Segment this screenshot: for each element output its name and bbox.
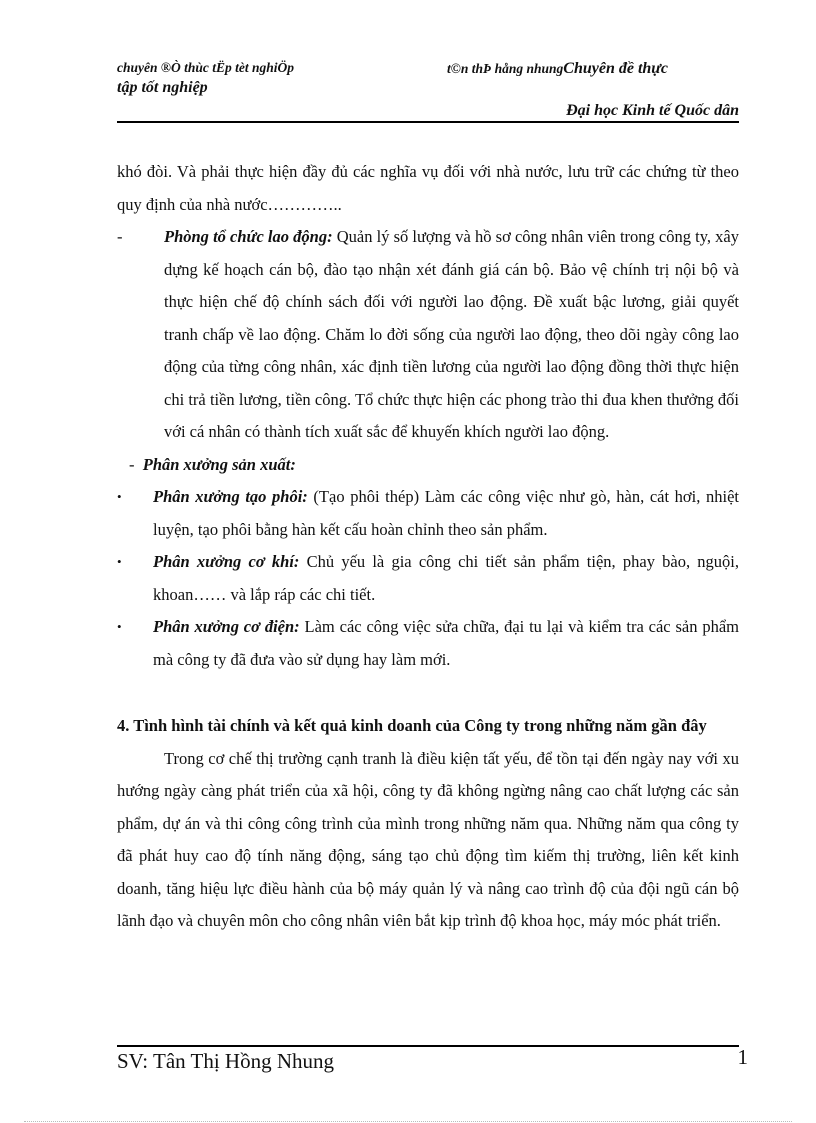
bullet-icon: • bbox=[117, 489, 122, 504]
bullet-text: (Tạo phôi thép) Làm các công việc như gò, hàn, cát hơi, nhiệt luyện, tạo phôi bằng hàn kết cấu hoàn chỉnh theo sản phẩm. bbox=[153, 487, 739, 539]
section-heading: 4. Tình hình tài chính và kết quả kinh doanh của Công ty trong những năm gần đây bbox=[117, 716, 707, 735]
footer-rule bbox=[117, 1045, 739, 1047]
page-bottom-edge bbox=[24, 1121, 792, 1122]
header-title-continued: tập tốt nghiệp bbox=[117, 79, 208, 96]
header-title-legacy: chuyên ®Ò thùc tËp tèt nghiÖp bbox=[117, 60, 294, 75]
bullet-item-mechanical-workshop bbox=[117, 546, 739, 611]
bullet-label: Phân xưởng tạo phôi: bbox=[153, 487, 308, 506]
section-personnel-text: Quản lý số lượng và hồ sơ công nhân viên trong công ty, xây dựng kế hoạch cán bộ, đào tạo nhận xét đánh giá cán bộ. Bảo vệ chính trị nội bộ và thực hiện chế độ chính sách đối với người lao động. Đề xuất bậc lương, giải quyết tranh chấp về lao động. Chăm lo đời sống của người lao động, theo dõi ngày công lao động của từng công nhân, xác định tiền lương của người lao động đồng thời thực hiện chi trả tiền lương, tiền công. Tổ chức thực hiện các phong trào thi đua khen thưởng đối với cá nhân có thành tích xuất sắc để khuyến khích người lao động. bbox=[164, 227, 740, 441]
header-title-start: Chuyên đề thực bbox=[563, 60, 668, 77]
section-gap bbox=[117, 676, 739, 710]
bullet-item-electro-workshop bbox=[117, 611, 739, 676]
section-personnel-label: Phòng tổ chức lao động: bbox=[164, 227, 333, 246]
header-rule bbox=[117, 121, 739, 123]
bullet-icon: • bbox=[117, 554, 122, 569]
document-body bbox=[117, 156, 739, 938]
paragraph-intro: khó đòi. Và phải thực hiện đầy đủ các nghĩa vụ đối với nhà nước, lưu trữ các chứng từ theo quy định của nhà nước………….. bbox=[117, 162, 739, 214]
bullet-label: Phân xưởng cơ khí: bbox=[153, 552, 300, 571]
section-workshops bbox=[117, 449, 739, 482]
bullet-item-blank-workshop bbox=[117, 481, 739, 546]
paragraph-finance: Trong cơ chế thị trường cạnh tranh là điều kiện tất yếu, để tồn tại đến ngày nay với xu hướng ngày càng phát triển của xã hội, công ty đã không ngừng nâng cao chất lượng các sản phẩm, dự án và thi công công trình của mình trong những năm qua. Những năm qua công ty đã phát huy cao độ tính năng động, sáng tạo chủ động tìm kiếm thị trường, liên kết kinh doanh, tăng hiệu lực điều hành của bộ máy quản lý và nâng cao trình độ của đội ngũ cán bộ lãnh đạo và chuyên môn cho công nhân viên bắt kịp trình độ khoa học, máy móc phát triển. bbox=[117, 748, 739, 930]
header-university: Đại học Kinh tế Quốc dân bbox=[566, 102, 739, 119]
bullet-label: Phân xưởng cơ điện: bbox=[153, 617, 300, 636]
dash-marker: - bbox=[129, 454, 135, 474]
bullet-icon: • bbox=[117, 619, 122, 634]
header-author-legacy: t©n thÞ hång nhung bbox=[447, 61, 564, 76]
page-number: 1 bbox=[737, 1045, 748, 1069]
section-workshops-label: Phân xưởng sản xuất: bbox=[142, 454, 296, 474]
dash-marker: - bbox=[117, 227, 123, 246]
footer-student-name: SV: Tân Thị Hồng Nhung bbox=[117, 1049, 335, 1073]
bullet-text: Làm các công việc sửa chữa, đại tu lại và kiểm tra các sản phẩm mà công ty đã đưa vào sử dụng hay làm mới. bbox=[153, 617, 739, 669]
section-personnel bbox=[117, 221, 739, 449]
header-line-1 bbox=[117, 60, 668, 77]
header-author-group bbox=[447, 60, 668, 78]
bullet-text: Chủ yếu là gia công chi tiết sản phẩm tiện, phay bào, nguội, khoan…… và lắp ráp các chi tiết. bbox=[153, 552, 740, 604]
